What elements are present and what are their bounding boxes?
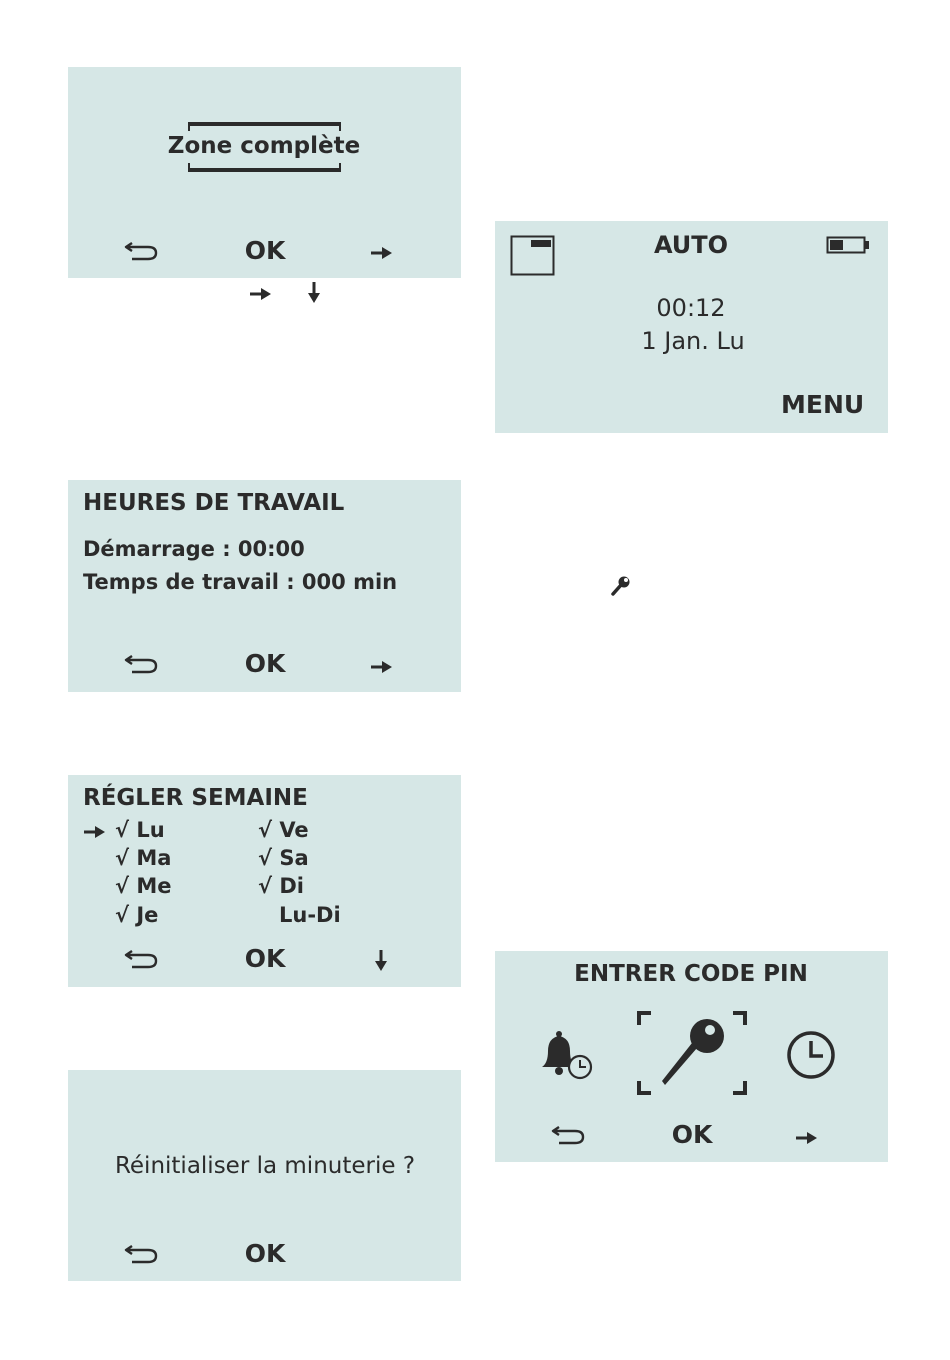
back-icon[interactable] bbox=[122, 239, 160, 263]
back-icon[interactable] bbox=[122, 947, 160, 971]
ok-button[interactable]: OK bbox=[244, 1239, 286, 1268]
check-mark-icon: √ bbox=[258, 846, 273, 870]
reset-question: Réinitialiser la minuterie ? bbox=[114, 1153, 416, 1179]
pin-screen bbox=[495, 951, 888, 1162]
arrow-right-icon[interactable] bbox=[370, 659, 394, 675]
ok-button[interactable]: OK bbox=[244, 649, 286, 678]
screen-title: HEURES DE TRAVAIL bbox=[83, 490, 345, 516]
arrow-right-icon[interactable] bbox=[370, 245, 394, 261]
day-label: Di bbox=[279, 874, 304, 898]
back-icon[interactable] bbox=[549, 1123, 587, 1147]
auto-screen bbox=[495, 221, 888, 433]
mode-label: AUTO bbox=[653, 231, 729, 259]
day-label: Sa bbox=[279, 846, 309, 870]
day-item-ve[interactable] bbox=[258, 818, 309, 842]
day-label: Ve bbox=[279, 818, 309, 842]
zone-option-label[interactable]: Zone complète bbox=[167, 133, 361, 159]
check-mark-icon: √ bbox=[258, 874, 273, 898]
work-hours-screen bbox=[68, 480, 461, 692]
day-item-je[interactable] bbox=[115, 903, 158, 927]
day-item-sa[interactable] bbox=[258, 846, 309, 870]
cursor-arrow-icon bbox=[83, 824, 107, 840]
screen-title: RÉGLER SEMAINE bbox=[83, 785, 308, 811]
arrow-right-icon bbox=[249, 286, 273, 302]
day-range-option[interactable]: Lu-Di bbox=[279, 903, 341, 927]
screen-title: ENTRER CODE PIN bbox=[574, 961, 808, 987]
menu-button[interactable]: MENU bbox=[781, 390, 865, 419]
arrow-right-icon[interactable] bbox=[795, 1130, 819, 1146]
day-item-ma[interactable] bbox=[115, 846, 171, 870]
key-icon[interactable] bbox=[637, 1011, 747, 1095]
check-mark-icon: √ bbox=[115, 818, 130, 842]
day-item-me[interactable] bbox=[115, 874, 171, 898]
day-item-lu[interactable] bbox=[115, 818, 165, 842]
clock-icon[interactable] bbox=[785, 1029, 837, 1081]
day-label: Me bbox=[136, 874, 172, 898]
time-display: 00:12 bbox=[656, 294, 726, 322]
wrench-icon bbox=[610, 575, 632, 597]
day-item-di[interactable] bbox=[258, 874, 304, 898]
work-duration-line[interactable]: Temps de travail : 000 min bbox=[83, 570, 398, 594]
window-icon bbox=[510, 235, 556, 277]
check-mark-icon: √ bbox=[115, 903, 130, 927]
day-label: Je bbox=[136, 903, 159, 927]
back-icon[interactable] bbox=[122, 652, 160, 676]
zone-screen bbox=[68, 67, 461, 278]
day-label: Ma bbox=[136, 846, 172, 870]
check-mark-icon: √ bbox=[115, 874, 130, 898]
start-time-line[interactable]: Démarrage : 00:00 bbox=[83, 537, 305, 561]
week-screen bbox=[68, 775, 461, 987]
reset-screen bbox=[68, 1070, 461, 1281]
ok-button[interactable]: OK bbox=[244, 944, 286, 973]
ok-button[interactable]: OK bbox=[244, 236, 286, 265]
arrow-down-icon[interactable] bbox=[373, 949, 389, 973]
back-icon[interactable] bbox=[122, 1242, 160, 1266]
day-label: Lu bbox=[136, 818, 165, 842]
arrow-down-icon bbox=[306, 281, 322, 305]
ok-button[interactable]: OK bbox=[671, 1120, 713, 1149]
bell-timer-icon[interactable] bbox=[538, 1029, 596, 1081]
battery-low-icon bbox=[826, 235, 870, 255]
check-mark-icon: √ bbox=[115, 846, 130, 870]
check-mark-icon: √ bbox=[258, 818, 273, 842]
date-display: 1 Jan. Lu bbox=[641, 327, 745, 355]
